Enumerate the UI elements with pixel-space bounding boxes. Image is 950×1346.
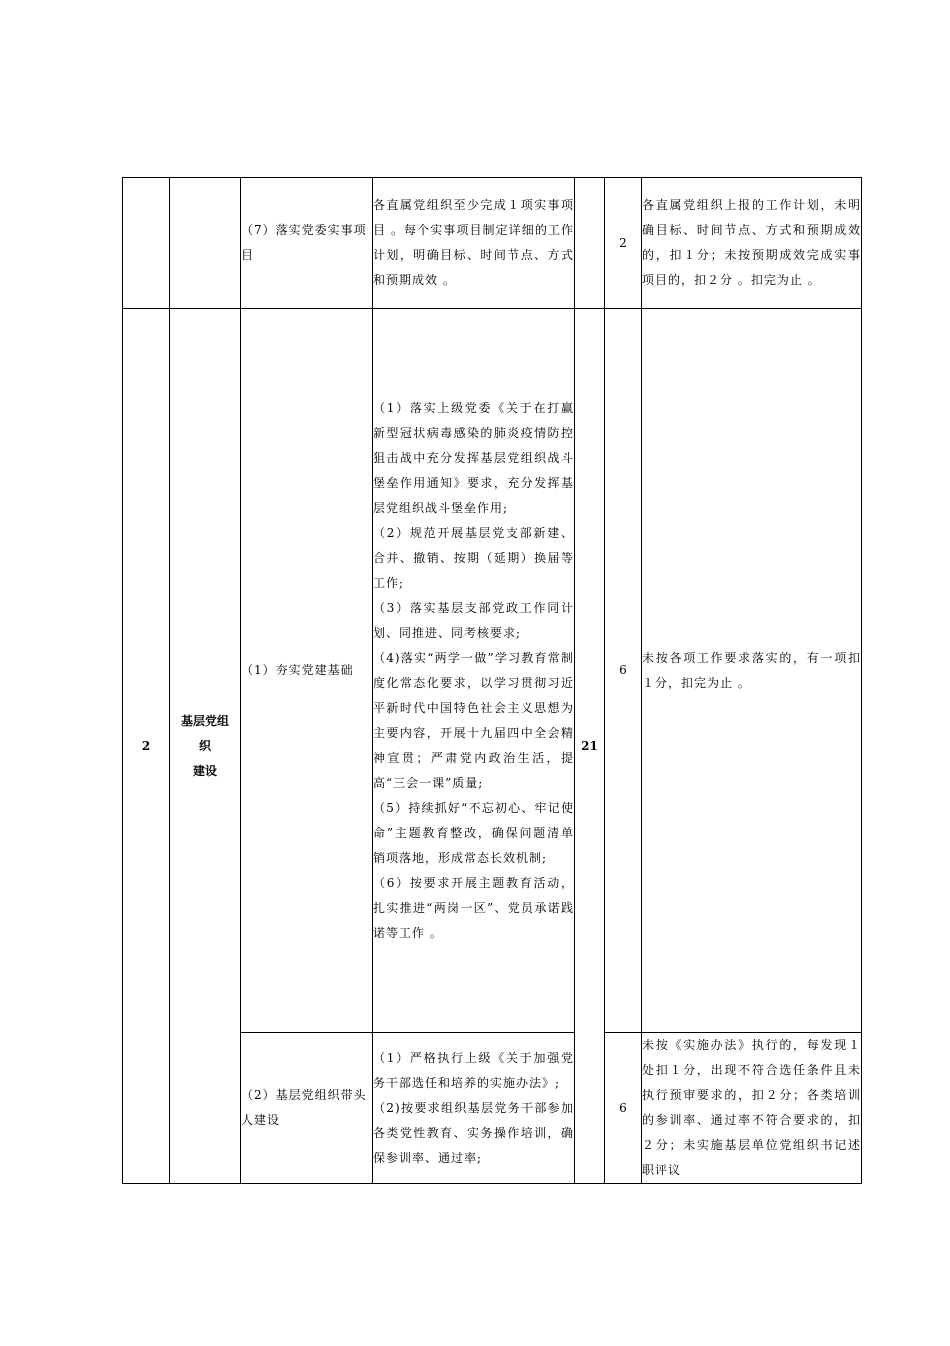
item-cell: （1）夯实党建基础 <box>241 309 373 1033</box>
criteria-cell: 未按《实施办法》执行的，每发现１处扣１分，出现不符合选任条件且未执行预审要求的，扣２分；各类培训的参训率、通过率不符合要求的，扣２分；未实施基层单位党组织书记述职评议 <box>642 1033 862 1184</box>
requirement-cell: 各直属党组织至少完成１项实事项目 。每个实事项目制定详细的工作计划，明确目标、时间节点、方式和预期成效 。 <box>373 178 575 309</box>
criteria-cell: 各直属党组织上报的工作计划，未明确目标、时间节点、方式和预期成效的，扣１分；未按预期成效完成实事项目的，扣２分 。扣完为止 。 <box>642 178 862 309</box>
category-line: 基层党组 <box>180 713 229 728</box>
number-cell <box>123 178 170 309</box>
item-cell: （2）基层党组织带头人建设 <box>241 1033 373 1184</box>
requirement-cell <box>373 1033 575 1184</box>
points-cell: 2 <box>605 178 642 309</box>
points-cell: 6 <box>605 309 642 1033</box>
table-row <box>123 178 862 309</box>
requirement-line: （1）落实上级党委《关于在打赢新型冠状病毒感染的肺炎疫情防控狙击战中充分发挥基层党组织战斗堡垒作用通知》要求，充分发挥基层党组织战斗堡垒作用; <box>373 400 574 515</box>
assessment-table <box>122 177 862 1184</box>
total-points-cell <box>575 178 605 309</box>
requirement-line: （2)按要求组织基层党务干部参加各类党性教育、实务操作培训，确保参训率、通过率; <box>373 1100 574 1165</box>
item-cell: （7）落实党委实事项目 <box>241 178 373 309</box>
requirement-line: （6）按要求开展主题教育活动，扎实推进“两岗一区”、党员承诺践诺等工作 。 <box>373 875 574 940</box>
requirement-cell <box>373 309 575 1033</box>
section-total-points: 21 <box>575 309 605 1184</box>
requirement-line: （2）规范开展基层党支部新建、合并、撤销、按期（延期）换届等工作; <box>373 525 574 590</box>
requirement-line: （5）持续抓好“不忘初心、牢记使命”主题教育整改，确保问题清单销项落地，形成常态长效机制; <box>373 800 574 865</box>
section-category <box>170 309 241 1184</box>
requirement-line: （1）严格执行上级《关于加强党务干部选任和培养的实施办法》; <box>373 1050 574 1090</box>
category-line: 织 <box>198 738 211 753</box>
category-line: 建设 <box>192 763 217 778</box>
section-number: 2 <box>123 309 170 1184</box>
category-cell <box>170 178 241 309</box>
requirement-line: （4)落实“两学一做”学习教育常制度化常态化要求，以学习贯彻习近平新时代中国特色社会主义思想为主要内容，开展十九届四中全会精神宣贯；严肃党内政治生活，提高“三会一课”质量; <box>373 650 574 790</box>
points-cell: 6 <box>605 1033 642 1184</box>
table-row <box>123 309 862 1033</box>
criteria-cell: 未按各项工作要求落实的，有一项扣１分，扣完为止 。 <box>642 309 862 1033</box>
requirement-line: （3）落实基层支部党政工作同计划、同推进、同考核要求; <box>373 600 574 640</box>
